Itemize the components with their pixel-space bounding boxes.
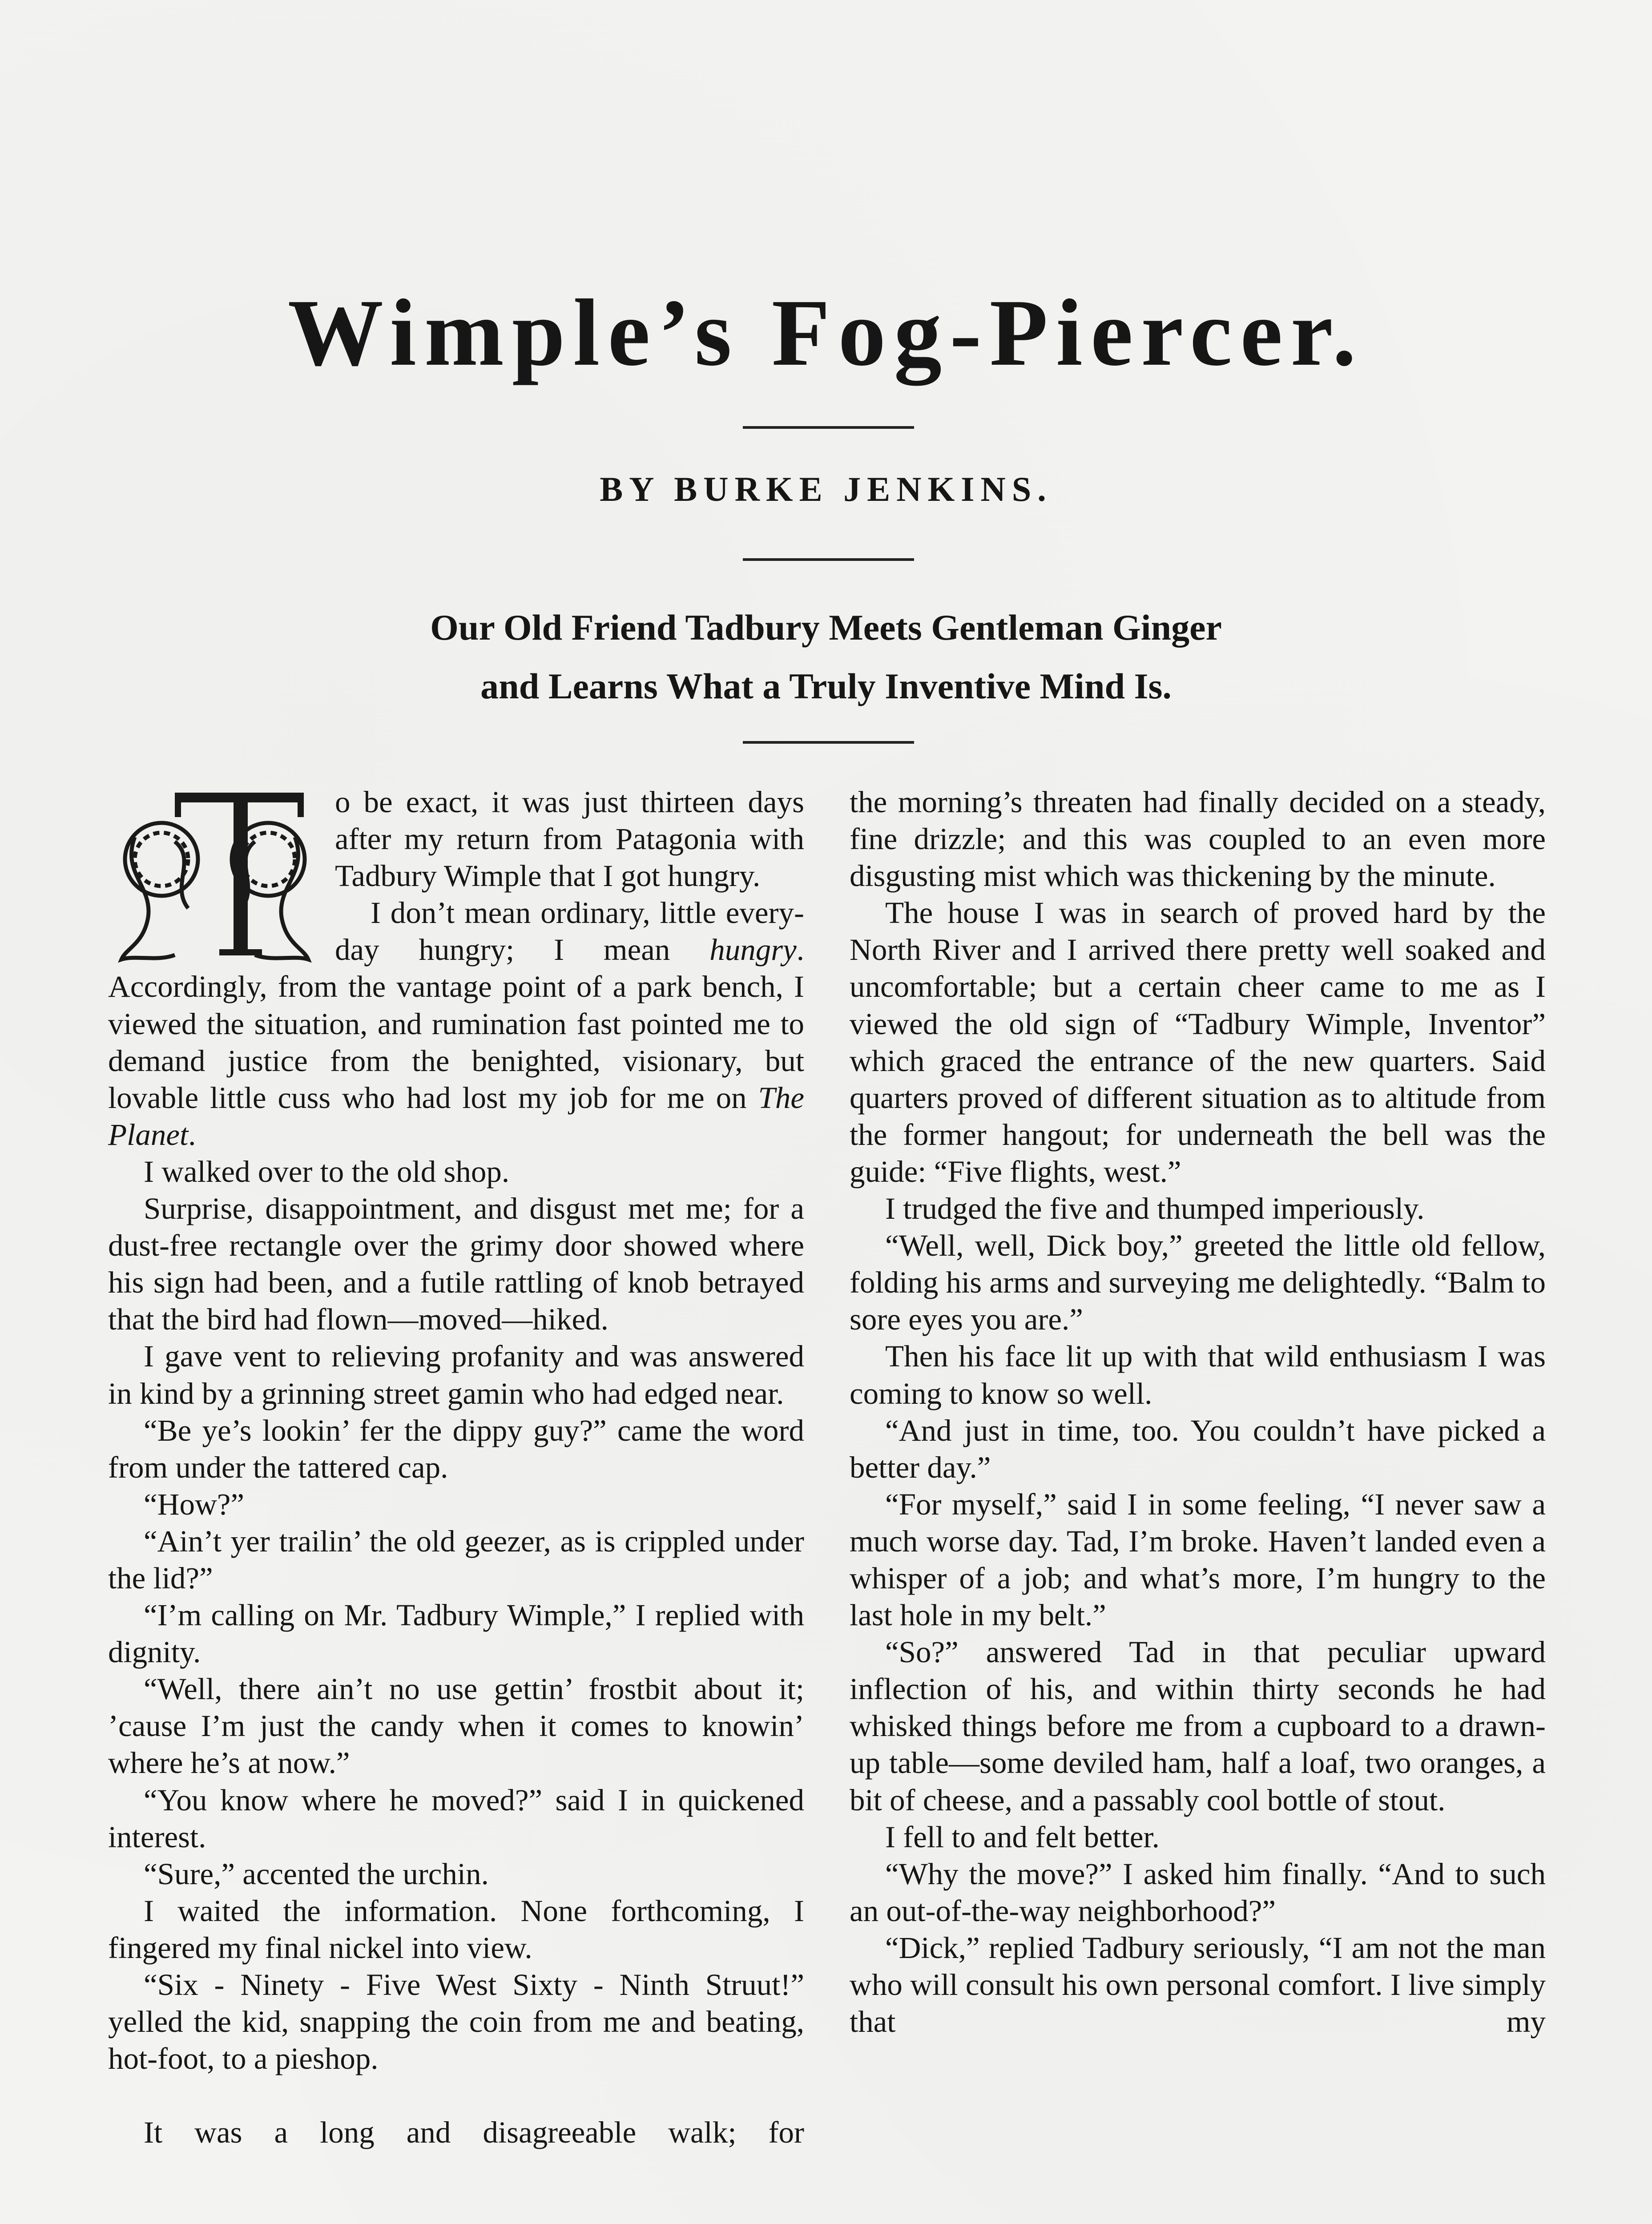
subtitle-divider (743, 741, 914, 744)
paragraph: “Dick,” replied Tadbury seriously, “I am not the man who will consult his own personal comfort. I live simply that my (850, 1930, 1546, 2039)
paragraph: “How?” (144, 1487, 245, 1521)
paragraph: “For myself,” said I in some feeling, “I never saw a much worse day. Tad, I’m broke. Haven’t landed even a whisper of a job; and what’s more, I’m hungry to the last hole in my belt.” (850, 1487, 1546, 1632)
paragraph: Surprise, disappointment, and disgust met me; for a dust-free rectangle over the grimy door showed where his sign had been, and a futile rattling of knob betrayed that the bird had flown—moved—hiked. (108, 1192, 804, 1337)
paragraph: It was a long and disagreeable walk; for (144, 2115, 804, 2150)
title-divider (743, 426, 914, 429)
text-run: . Accordingly, from the vantage point of a park bench, I viewed the situation, and rumination fast pointed me to demand justice from the benighted, visionary, but lovable little cuss who had lost my job for me on (108, 933, 804, 1115)
paragraph: I gave vent to relieving profanity and was answered in kind by a grinning street gamin who had edged near. (108, 1339, 804, 1410)
text-run: I don’t mean ordinary, little every-day hungry; I mean (335, 896, 804, 967)
paragraph: “You know where he moved?” said I in quickened interest. (108, 1783, 804, 1854)
article-title: Wimple’s Fog-Piercer. (288, 279, 1364, 386)
paragraph: “Well, well, Dick boy,” greeted the little old fellow, folding his arms and surveying me delightedly. “Balm to sore eyes you are.” (850, 1229, 1546, 1337)
paragraph: “I’m calling on Mr. Tadbury Wimple,” I replied with dignity. (108, 1598, 804, 1669)
article-subtitle (0, 598, 1652, 716)
paragraph: I fell to and felt better. (885, 1820, 1160, 1854)
paragraph: “Well, there ain’t no use gettin’ frostbit about it; ’cause I’m just the candy when it comes to knowin’ where he’s at now.” (108, 1672, 804, 1780)
right-column (850, 784, 1546, 2040)
paragraph: I walked over to the old shop. (144, 1154, 510, 1189)
paragraph: “So?” answered Tad in that peculiar upward inflection of his, and within thirty seconds he had whisked things before me from a cupboard to a drawn-up table—some deviled ham, half a loaf, two oranges, a bit of cheese, and a passably cool bottle of stout. (850, 1635, 1546, 1817)
paragraph: the morning’s threaten had finally decided on a steady, fine drizzle; and this was coupled to an even more disgusting mist which was thickening by the minute. (850, 785, 1546, 893)
paragraph: “And just in time, too. You couldn’t have picked a better day.” (850, 1413, 1546, 1484)
drop-cap-ornament (108, 784, 322, 968)
paragraph: “Be ye’s lookin’ fer the dippy guy?” came the word from under the tattered cap. (108, 1413, 804, 1484)
paragraph: “Sure,” accented the urchin. (144, 1857, 489, 1891)
paragraph: “Six - Ninety - Five West Sixty - Ninth Struut!” yelled the kid, snapping the coin from me and beating, hot-foot, to a pieshop. (108, 1968, 804, 2076)
paragraph: I waited the information. None forthcoming, I fingered my final nickel into view. (108, 1894, 804, 1965)
paragraph: The house I was in search of proved hard by the North River and I arrived there pretty well soaked and uncomfortable; but a certain cheer came to me as I viewed the old sign of “Tadbury Wimple, Inventor” which graced the entrance of the new quarters. Said quarters proved of different situation as to altitude from the former hangout; for underneath the bell was the guide: “Five flights, west.” (850, 896, 1546, 1189)
paragraph: “Why the move?” I asked him finally. “And to such an out-of-the-way neighborhood?” (850, 1857, 1546, 1928)
subtitle-line-1: Our Old Friend Tadbury Meets Gentleman Ginger (430, 607, 1222, 648)
paragraph: I trudged the five and thumped imperiously. (885, 1192, 1425, 1226)
left-column (108, 784, 804, 2151)
text-run: . (188, 1117, 196, 1152)
paragraph: Then his face lit up with that wild enthusiasm I was coming to know so well. (850, 1339, 1546, 1410)
paragraph: “Ain’t yer trailin’ the old geezer, as is crippled under the lid?” (108, 1524, 804, 1595)
byline-divider (743, 558, 914, 561)
subtitle-line-2: and Learns What a Truly Inventive Mind Is. (480, 666, 1172, 706)
paragraph: o be exact, it was just thirteen days after my return from Patagonia with Tadbury Wimple that I got hungry. (335, 785, 804, 893)
emphasis: hungry (709, 933, 797, 967)
byline: BY BURKE JENKINS. (600, 470, 1052, 508)
publication-name: The Planet (108, 1080, 804, 1152)
